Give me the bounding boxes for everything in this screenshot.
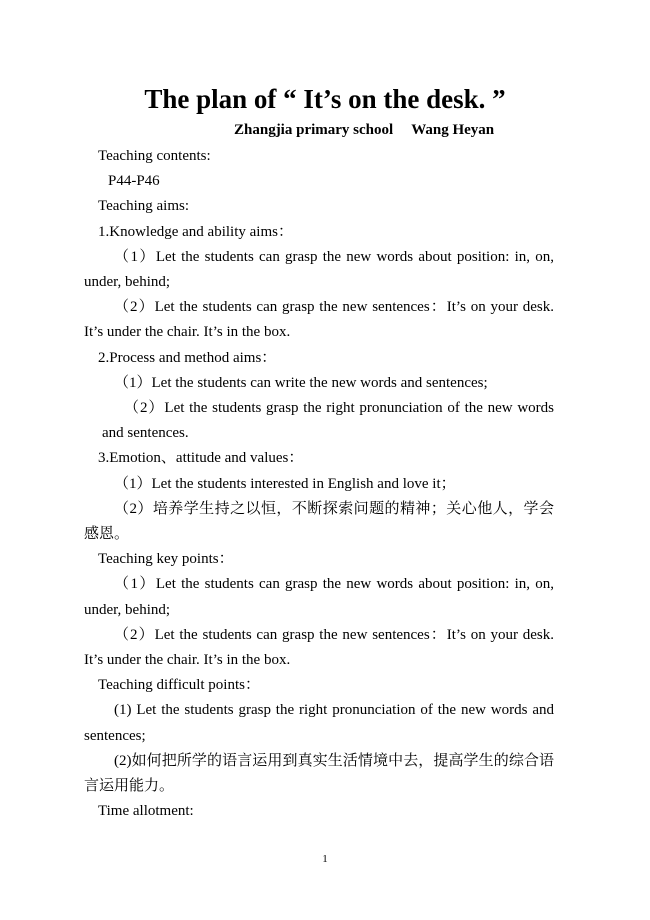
page-number: 1 (322, 853, 328, 865)
list-item: （1）Let the students can write the new words and sentences; (114, 374, 488, 391)
school-name: Zhangjia primary school (234, 122, 394, 138)
document-title: The plan of “ It’s on the desk. ” (144, 84, 506, 114)
section-heading: Teaching contents: (98, 148, 211, 164)
document-body (84, 144, 554, 824)
paragraph: P44-P46 (108, 173, 160, 190)
author-name: Wang Heyan (411, 122, 495, 138)
section-heading: 1.Knowledge and ability aims： (98, 223, 293, 240)
section-heading: Teaching aims: (98, 198, 190, 215)
list-item: （2）Let the students can grasp the new sentences：It’s on your desk. It’s under the chair. It’s in the box. (84, 299, 554, 341)
section-heading: Teaching key points： (98, 551, 234, 568)
section-heading: Teaching difficult points： (98, 677, 260, 694)
list-item: （1）Let the students can grasp the new words about position: in, on, under, behind; (84, 576, 554, 618)
list-item: （1）Let the students can grasp the new words about position: in, on, under, behind; (84, 248, 554, 291)
byline (234, 120, 494, 140)
section-heading: 3.Emotion、attitude and values： (98, 450, 304, 467)
list-item: （2）培养学生持之以恒，不断探索问题的精神；关心他人，学会感恩。 (84, 500, 554, 543)
list-item: （2）Let the students grasp the right pronunciation of the new words and sentences. (102, 400, 554, 442)
section-heading: Time allotment: (98, 803, 194, 820)
section-heading: 2.Process and method aims： (98, 349, 277, 366)
list-item: （1）Let the students interested in English and love it； (114, 475, 456, 492)
list-item: (2)如何把所学的语言运用到真实生活情境中去，提高学生的综合语言运用能力。 (84, 752, 554, 795)
list-item: (1) Let the students grasp the right pronunciation of the new words and sentences; (84, 702, 554, 744)
list-item: （2）Let the students can grasp the new sentences：It’s on your desk. It’s under the chair. It’s in the box. (84, 626, 554, 669)
